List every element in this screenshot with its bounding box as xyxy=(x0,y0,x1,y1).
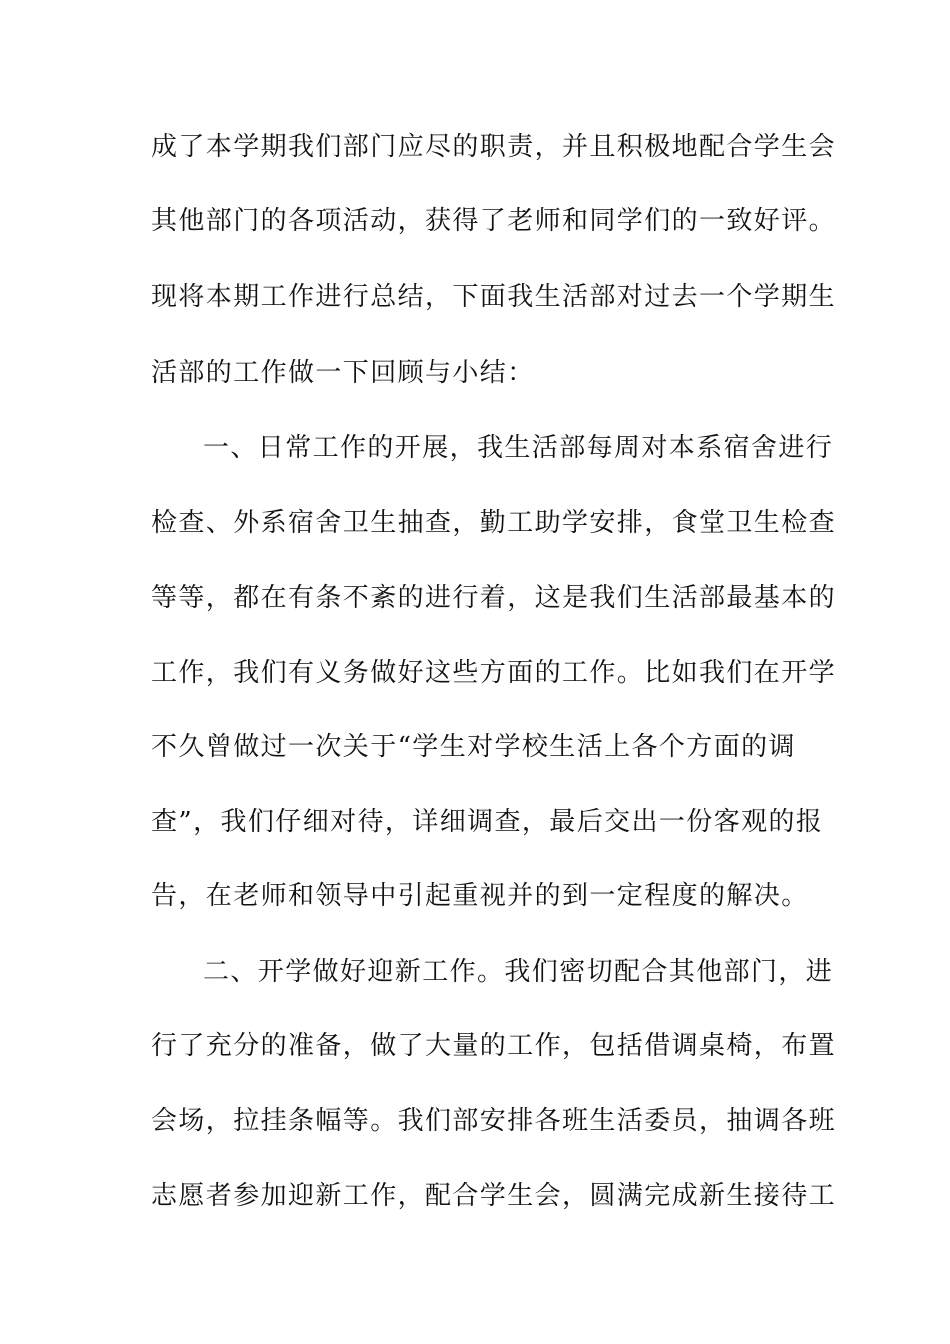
text-line: 查”，我们仔细对待，详细调查，最后交出一份客观的报 xyxy=(151,807,824,837)
text-line: 现将本期工作进行总结，下面我生活部对过去一个学期生 xyxy=(151,282,837,312)
text-line: 行了充分的准备，做了大量的工作，包括借调桌椅，布置 xyxy=(151,1031,837,1061)
text-line: 检查、外系宿舍卫生抽查，勤工助学安排，食堂卫生检查 xyxy=(151,508,837,538)
paragraph-first-line: 一、日常工作的开展，我生活部每周对本系宿舍进行 xyxy=(203,433,834,463)
text-line: 会场，拉挂条幅等。我们部安排各班生活委员，抽调各班 xyxy=(151,1106,837,1136)
text-line: 等等，都在有条不紊的进行着，这是我们生活部最基本的 xyxy=(151,583,837,613)
text-line: 不久曾做过一次关于“学生对学校生活上各个方面的调 xyxy=(151,732,796,762)
text-line: 工作，我们有义务做好这些方面的工作。比如我们在开学 xyxy=(151,658,837,688)
text-line: 成了本学期我们部门应尽的职责，并且积极地配合学生会 xyxy=(151,132,837,162)
text-line: 志愿者参加迎新工作，配合学生会，圆满完成新生接待工 xyxy=(151,1181,837,1211)
paragraph-first-line: 二、开学做好迎新工作。我们密切配合其他部门，进 xyxy=(203,957,834,987)
text-line: 活部的工作做一下回顾与小结： xyxy=(151,358,535,388)
text-line: 告，在老师和领导中引起重视并的到一定程度的解决。 xyxy=(151,881,809,911)
text-line: 其他部门的各项活动，获得了老师和同学们的一致好评。 xyxy=(151,206,837,236)
